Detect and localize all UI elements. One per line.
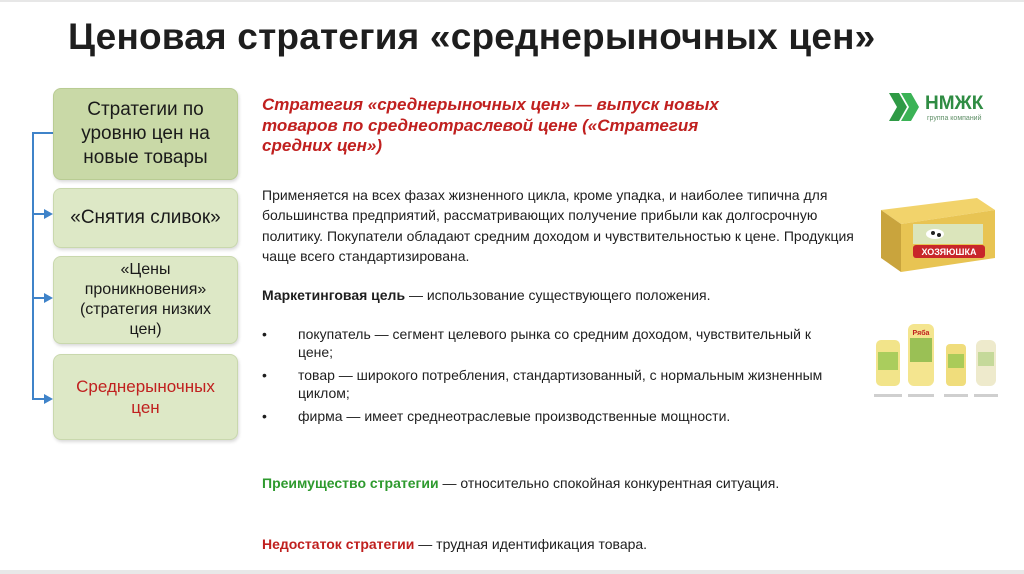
strategy-description: Применяется на всех фазах жизненного цикла, кроме упадка, и наиболее типична для большинства предприятий, рассматривающих получение прибыли как долгосрочную политику. Покупатели обладают средним доходом и чувствительностью к цене. Продукция чаще всего стандартизирована.	[262, 187, 854, 264]
bottle-label: Ряба	[912, 330, 930, 337]
bullet-text: фирма — имеет среднеотраслевые производственные мощности.	[298, 407, 731, 424]
butter-label: ХОЗЯЮШКА	[921, 247, 977, 257]
disadvantage-label: Недостаток стратегии	[262, 536, 415, 552]
marketing-goal-label: Маркетинговая цель	[262, 287, 406, 303]
top-rule	[0, 0, 1024, 2]
box-price-strategies-label: Стратегии по уровню цен на новые товары	[81, 99, 210, 168]
mayonnaise-products-image	[868, 318, 1008, 406]
logo-brand: НМЖК	[925, 93, 984, 114]
box-price-strategies	[53, 88, 238, 180]
list-item	[262, 366, 832, 403]
page-title: Ценовая стратегия «среднерыночных цен»	[68, 16, 876, 57]
list-item	[262, 325, 832, 362]
box-penetration	[53, 256, 238, 344]
bullet-text: товар — широкого потребления, стандартизованный, с нормальным жизненным циклом;	[298, 366, 823, 402]
advantage-label: Преимущество стратегии	[262, 475, 439, 491]
bullet-marker: •	[262, 366, 267, 383]
advantage-text: — относительно спокойная конкурентная ситуация.	[438, 475, 780, 491]
connector-to-box-4	[32, 398, 44, 400]
box-skimming	[53, 188, 238, 248]
bullet-list	[262, 325, 832, 429]
arrow-box-2	[44, 209, 53, 219]
arrow-box-3	[44, 293, 53, 303]
marketing-goal-text: — использование существующего положения.	[405, 287, 711, 303]
logo-subtitle: группа компаний	[927, 115, 982, 122]
bullet-text: покупатель — сегмент целевого рынка со средним доходом, чувствительный к цене;	[298, 326, 811, 361]
list-item	[262, 407, 832, 425]
box-penetration-label: «Цены проникновения» (стратегия низких цен)	[79, 261, 212, 338]
butter-pack-image	[873, 188, 998, 274]
bullet-marker: •	[262, 407, 267, 424]
connector-vertical	[32, 132, 34, 400]
strategy-heading: Стратегия «среднерыночных цен» — выпуск новых товаров по среднеотраслевой цене («Стратегия средних цен»)	[262, 95, 719, 156]
bullet-marker: •	[262, 326, 267, 342]
advantage-line	[262, 475, 779, 491]
marketing-goal	[262, 287, 711, 303]
connector-to-box-3	[32, 297, 44, 299]
bottom-rule	[0, 570, 1024, 574]
disadvantage-text: — трудная идентификация товара.	[414, 536, 648, 552]
box-mid-market-label: Среднерыночных цен	[76, 376, 215, 417]
disadvantage-line	[262, 536, 647, 552]
box-mid-market	[53, 354, 238, 440]
connector-to-box-2	[32, 213, 44, 215]
box-skimming-label: «Снятия сливок»	[70, 207, 221, 229]
nmzhk-logo	[885, 87, 1015, 127]
arrow-box-4	[44, 394, 53, 404]
connector-to-box-1	[32, 132, 53, 134]
